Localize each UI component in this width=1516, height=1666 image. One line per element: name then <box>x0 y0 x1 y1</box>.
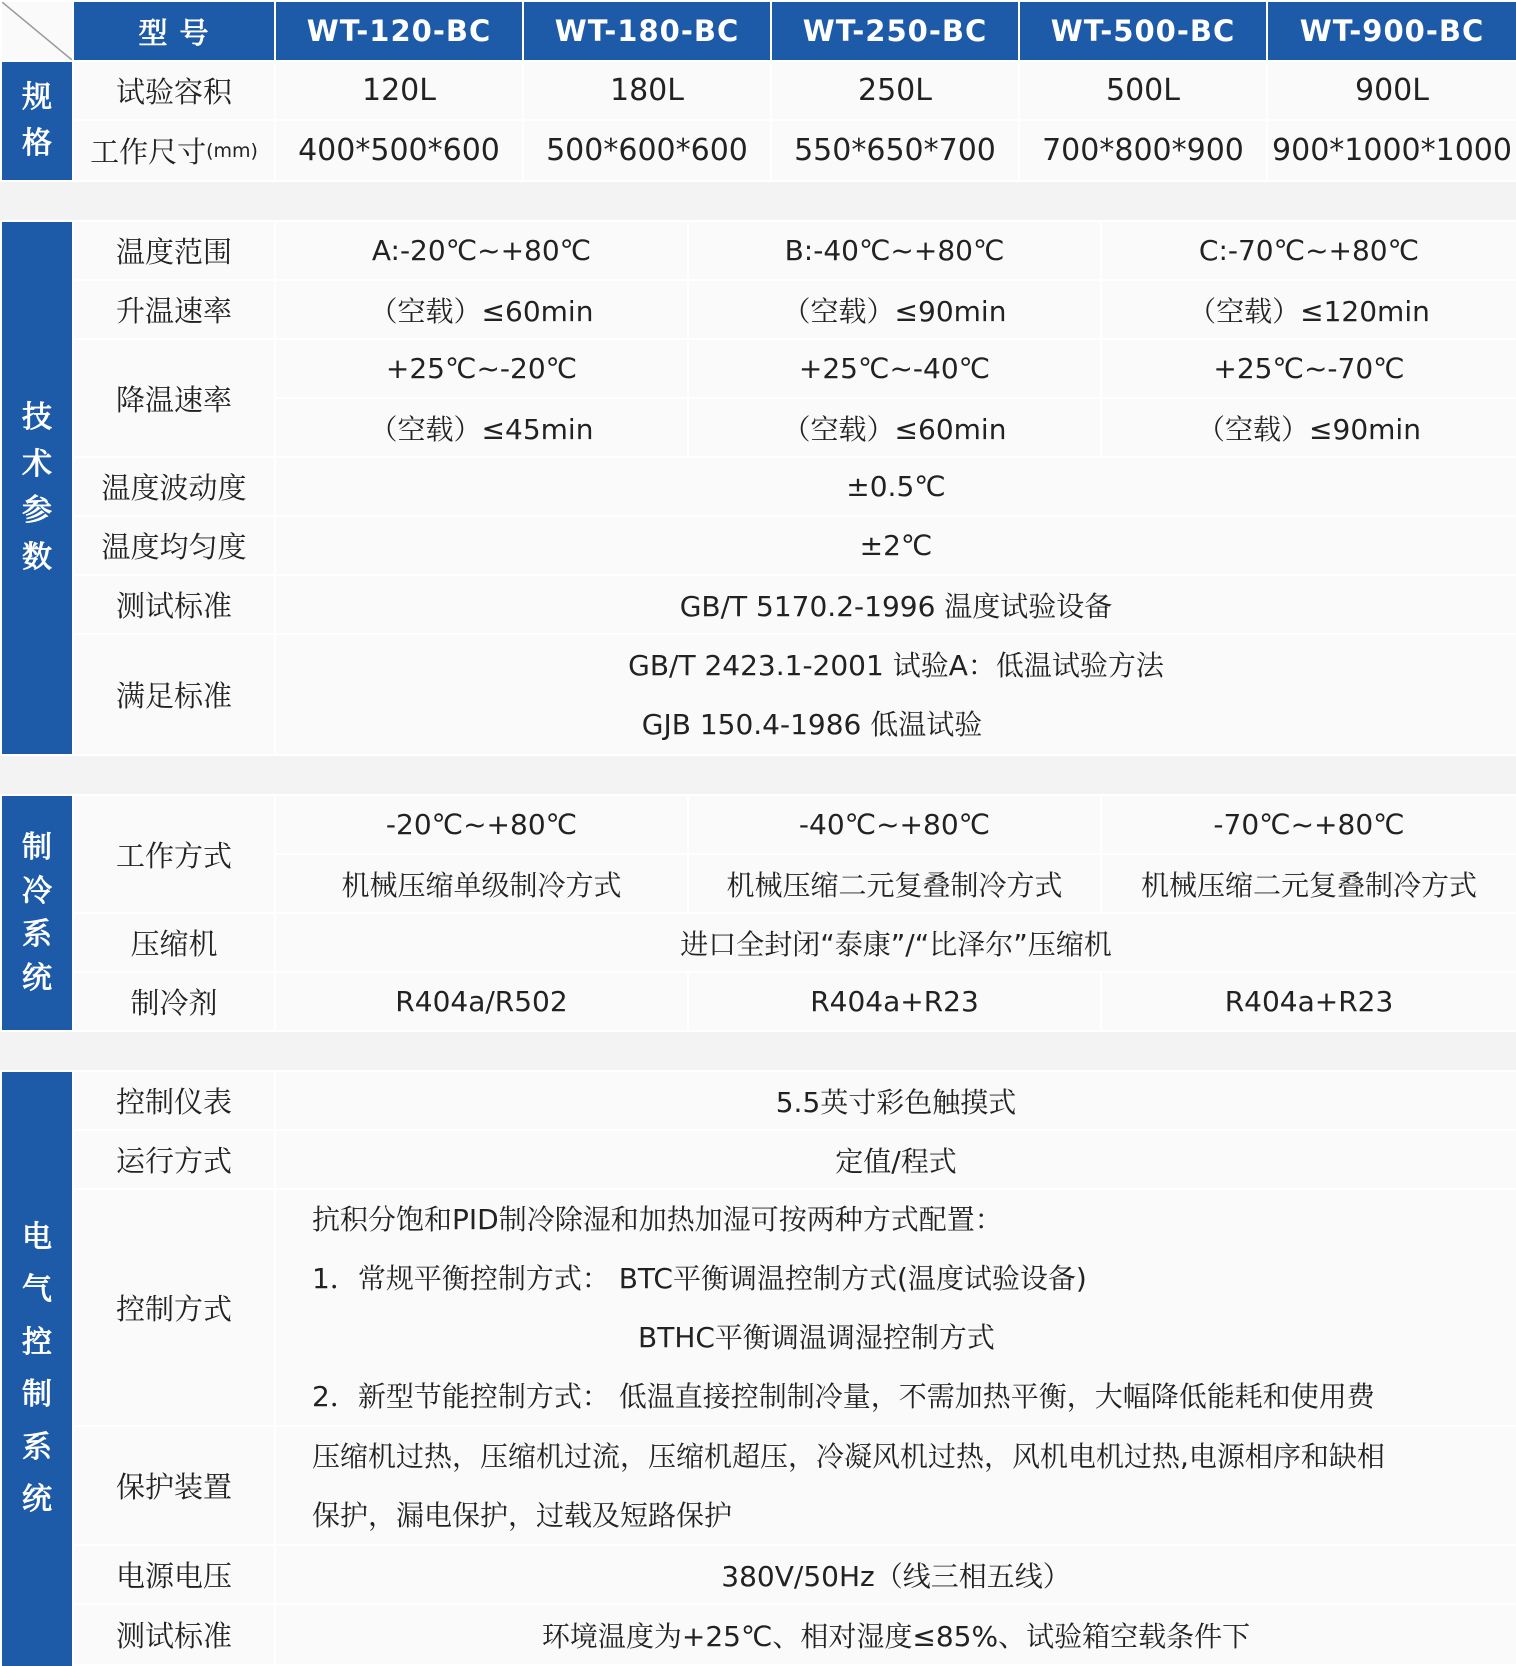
temp-range-c: C:-70℃~+80℃ <box>1102 222 1516 279</box>
tech-group-label: 技 术 参 数 <box>2 222 72 754</box>
model-header-5: WT-900-BC <box>1268 2 1516 60</box>
volume-value-3: 250L <box>772 62 1018 119</box>
cool-range-b: +25℃~-40℃ <box>689 340 1100 397</box>
refrig-group-label: 制 冷 系 统 <box>2 796 72 1030</box>
test-std-label: 测试标准 <box>74 576 274 633</box>
temp-range-a: A:-20℃~+80℃ <box>276 222 687 279</box>
power-label: 电源电压 <box>74 1546 274 1603</box>
size-value-4: 700*800*900 <box>1020 121 1266 180</box>
refrigerant-label: 制冷剂 <box>74 973 274 1030</box>
cool-rate-label: 降温速率 <box>74 340 274 456</box>
uniform-value: ±2℃ <box>276 517 1516 574</box>
mode-range-c: -70℃~+80℃ <box>1102 796 1516 853</box>
control-line-1: 抗积分饱和PID制冷除湿和加热加湿可按两种方式配置： <box>312 1203 1003 1236</box>
refrigerant-b: R404a+R23 <box>689 973 1100 1030</box>
cool-range-a: +25℃~-20℃ <box>276 340 687 397</box>
heat-rate-c: （空载）≤120min <box>1102 281 1516 338</box>
protect-line-1: 压缩机过热，压缩机过流，压缩机超压，冷凝风机过热，风机电机过热,电源相序和缺相 <box>312 1440 1385 1473</box>
size-value-2: 500*600*600 <box>524 121 770 180</box>
volume-value-5: 900L <box>1268 62 1516 119</box>
volume-value-1: 120L <box>276 62 522 119</box>
section-gap-3 <box>0 1032 1516 1070</box>
temp-range-b: B:-40℃~+80℃ <box>689 222 1100 279</box>
spec-group-label: 规 格 <box>2 62 72 180</box>
refrigerant-c: R404a+R23 <box>1102 973 1516 1030</box>
fluct-value: ±0.5℃ <box>276 458 1516 515</box>
meet-std-label: 满足标准 <box>74 635 274 754</box>
size-unit: (mm) <box>206 139 258 162</box>
temp-range-label: 温度范围 <box>74 222 274 279</box>
compressor-label: 压缩机 <box>74 914 274 971</box>
model-header-1: WT-120-BC <box>276 2 522 60</box>
model-header-3: WT-250-BC <box>772 2 1018 60</box>
section-gap-2 <box>0 756 1516 794</box>
protect-value <box>276 1427 1516 1544</box>
volume-label: 试验容积 <box>74 62 274 119</box>
control-line-3: BTHC平衡调温调湿控制方式 <box>638 1321 995 1354</box>
diagonal-line <box>2 2 72 60</box>
corner-cell <box>2 2 72 60</box>
mode-range-b: -40℃~+80℃ <box>689 796 1100 853</box>
mode-type-a: 机械压缩单级制冷方式 <box>276 855 687 912</box>
meet-std-value <box>276 635 1516 754</box>
cool-time-b: （空载）≤60min <box>689 399 1100 456</box>
heat-rate-b: （空载）≤90min <box>689 281 1100 338</box>
section-gap-1 <box>0 182 1516 220</box>
power-value: 380V/50Hz（线三相五线） <box>276 1546 1516 1603</box>
mode-label: 工作方式 <box>74 796 274 912</box>
mode-type-b: 机械压缩二元复叠制冷方式 <box>689 855 1100 912</box>
meet-std-line-1: GB/T 2423.1-2001 试验A：低温试验方法 <box>628 648 1164 682</box>
protect-line-2: 保护，漏电保护，过载及短路保护 <box>312 1499 733 1532</box>
volume-value-2: 180L <box>524 62 770 119</box>
model-header-2: WT-180-BC <box>524 2 770 60</box>
instrument-label: 控制仪表 <box>74 1072 274 1129</box>
run-value: 定值/程式 <box>276 1131 1516 1188</box>
mode-type-c: 机械压缩二元复叠制冷方式 <box>1102 855 1516 912</box>
volume-value-4: 500L <box>1020 62 1266 119</box>
model-header-4: WT-500-BC <box>1020 2 1266 60</box>
cool-time-a: （空载）≤45min <box>276 399 687 456</box>
model-header-label: 型 号 <box>74 2 274 60</box>
control-label: 控制方式 <box>74 1190 274 1425</box>
size-value-3: 550*650*700 <box>772 121 1018 180</box>
elec-group-label: 电 气 控 制 系 统 <box>2 1072 72 1666</box>
size-value-5: 900*1000*1000 <box>1268 121 1516 180</box>
meet-std-line-2: GJB 150.4-1986 低温试验 <box>641 707 983 741</box>
heat-rate-label: 升温速率 <box>74 281 274 338</box>
cool-range-c: +25℃~-70℃ <box>1102 340 1516 397</box>
heat-rate-a: （空载）≤60min <box>276 281 687 338</box>
elec-test-value: 环境温度为+25℃、相对湿度≤85%、试验箱空载条件下 <box>276 1605 1516 1664</box>
size-label: 工作尺寸 (mm) <box>74 121 274 180</box>
fluct-label: 温度波动度 <box>74 458 274 515</box>
instrument-value: 5.5英寸彩色触摸式 <box>276 1072 1516 1129</box>
control-value <box>276 1190 1516 1425</box>
refrigerant-a: R404a/R502 <box>276 973 687 1030</box>
control-line-4: 2．新型节能控制方式： 低温直接控制制冷量，不需加热平衡，大幅降低能耗和使用费 <box>312 1380 1375 1413</box>
protect-label: 保护装置 <box>74 1427 274 1544</box>
compressor-value: 进口全封闭“泰康”/“比泽尔”压缩机 <box>276 914 1516 971</box>
cool-time-c: （空载）≤90min <box>1102 399 1516 456</box>
run-label: 运行方式 <box>74 1131 274 1188</box>
mode-range-a: -20℃~+80℃ <box>276 796 687 853</box>
test-std-value: GB/T 5170.2-1996 温度试验设备 <box>276 576 1516 633</box>
control-line-2: 1．常规平衡控制方式： BTC平衡调温控制方式(温度试验设备) <box>312 1262 1087 1295</box>
elec-test-label: 测试标准 <box>74 1605 274 1664</box>
uniform-label: 温度均匀度 <box>74 517 274 574</box>
size-value-1: 400*500*600 <box>276 121 522 180</box>
